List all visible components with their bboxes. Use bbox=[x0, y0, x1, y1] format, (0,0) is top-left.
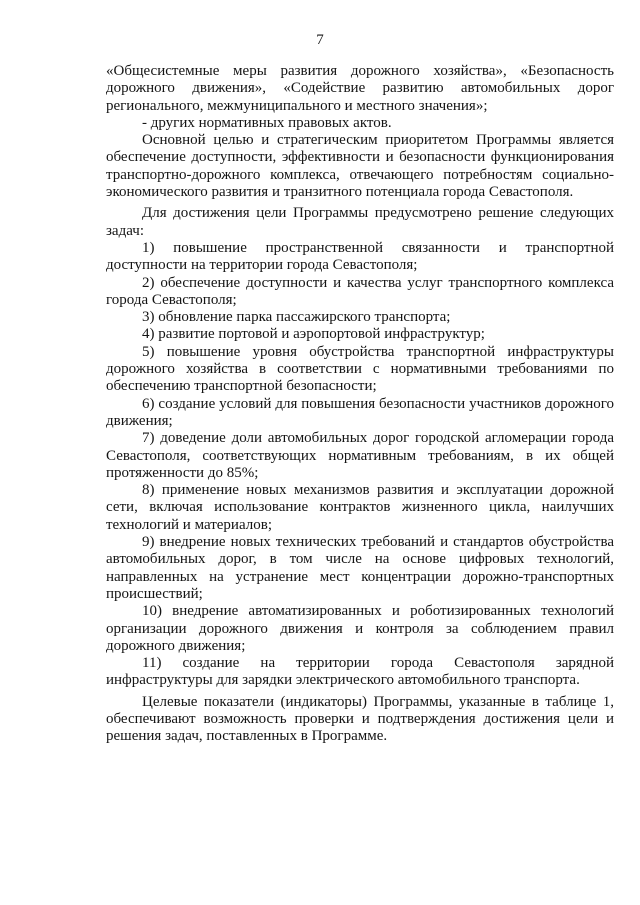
task-item-4: 4) развитие портовой и аэропортовой инфраструктур; bbox=[142, 326, 485, 343]
task-item-11: 11) создание на территории города Севастополя зарядной инфраструктуры для зарядки электрического автомобильного транспорта. bbox=[106, 655, 614, 689]
task-item-5: 5) повышение уровня обустройства транспортной инфраструктуры дорожного хозяйства в соответствии с нормативными требованиями по обеспечению транспортной безопасности; bbox=[106, 343, 614, 395]
page-body bbox=[106, 63, 614, 746]
task-item-3: 3) обновление парка пассажирского транспорта; bbox=[142, 309, 451, 326]
intro-continuation: «Общесистемные меры развития дорожного хозяйства», «Безопасность дорожного движения», «Содействие развитию автомобильных дорог регионального, межмуниципального и местного значения»; bbox=[106, 63, 614, 114]
task-item-7: 7) доведение доли автомобильных дорог городской агломерации города Севастополя, соответствующих нормативным требованиям, в их общей протяженности до 85%; bbox=[106, 430, 614, 481]
task-item-1: 1) повышение пространственной связанности и транспортной доступности на территории города Севастополя; bbox=[106, 239, 614, 274]
closing-paragraph: Целевые показатели (индикаторы) Программы, указанные в таблице 1, обеспечивают возможность проверки и подтверждения достижения цели и решения задач, поставленных в Программе. bbox=[106, 693, 614, 745]
task-item-2: 2) обеспечение доступности и качества услуг транспортного комплекса города Севастополя; bbox=[106, 274, 614, 308]
task-item-9: 9) внедрение новых технических требований и стандартов обустройства автомобильных дорог, в том числе на основе цифровых технологий, направленных на устранение мест концентрации дорожно-транспортных происшествий; bbox=[106, 534, 614, 602]
intro-other-acts: - других нормативных правовых актов. bbox=[142, 114, 392, 131]
task-item-6: 6) создание условий для повышения безопасности участников дорожного движения; bbox=[106, 395, 614, 429]
task-item-8: 8) применение новых механизмов развития и эксплуатации дорожной сети, включая использование контрактов жизненного цикла, наилучших технологий и материалов; bbox=[106, 482, 614, 533]
page-number: 7 bbox=[316, 32, 324, 48]
main-goal-paragraph: Основной целью и стратегическим приоритетом Программы является обеспечение доступности, эффективности и безопасности функционирования транспортно-дорожного комплекса, отвечающего потребностям социально-экономического развития и транзитного потенциала города Севастополя. bbox=[106, 132, 614, 201]
tasks-intro: Для достижения цели Программы предусмотрено решение следующих задач: bbox=[106, 205, 614, 239]
task-item-10: 10) внедрение автоматизированных и роботизированных технологий организации дорожного движения и контроля за соблюдением правил дорожного движения; bbox=[106, 603, 614, 654]
